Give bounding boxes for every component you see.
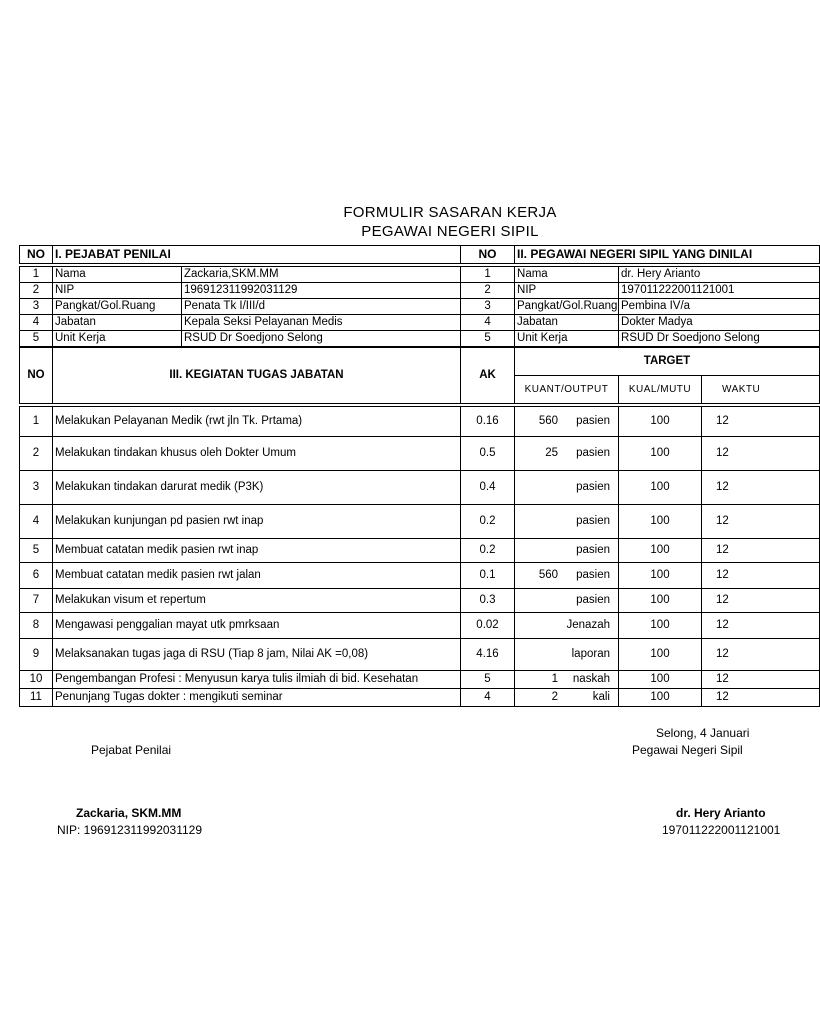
pns-no: 5 xyxy=(461,331,515,347)
penilai-label: Jabatan xyxy=(53,315,182,331)
penilai-value: Kepala Seksi Pelayanan Medis xyxy=(182,315,461,331)
header-pejabat-penilai: I. PEJABAT PENILAI xyxy=(53,246,461,264)
activity-kuant-cell xyxy=(515,689,619,707)
activity-unit: pasien xyxy=(576,415,610,427)
activity-kuant-cell xyxy=(515,539,619,563)
pns-label: Nama xyxy=(515,267,619,283)
activity-row xyxy=(20,613,820,639)
activity-row xyxy=(20,437,820,471)
activity-waktu: 12 xyxy=(702,589,820,613)
penilai-label: Unit Kerja xyxy=(53,331,182,347)
pns-no: 3 xyxy=(461,299,515,315)
activity-no: 5 xyxy=(20,539,53,563)
activity-header-kuant: KUANT/OUTPUT xyxy=(515,376,619,404)
activity-ak: 0.4 xyxy=(461,471,515,505)
info-row xyxy=(20,331,820,347)
pns-label: Pangkat/Gol.Ruang xyxy=(515,299,619,315)
activity-qty: 2 xyxy=(551,691,558,703)
right-signer-nip: 197011222001121001 xyxy=(662,823,781,837)
activity-no: 8 xyxy=(20,613,53,639)
activity-row xyxy=(20,689,820,707)
activity-waktu: 12 xyxy=(702,471,820,505)
activity-table xyxy=(19,347,820,707)
activity-header-kegiatan: III. KEGIATAN TUGAS JABATAN xyxy=(53,348,461,404)
penilai-no: 1 xyxy=(20,267,53,283)
activity-kual: 100 xyxy=(619,437,702,471)
activity-no: 4 xyxy=(20,505,53,539)
activity-row xyxy=(20,407,820,437)
activity-kual: 100 xyxy=(619,613,702,639)
activity-kuant-cell xyxy=(515,639,619,671)
activity-no: 9 xyxy=(20,639,53,671)
pns-value: 197011222001121001 xyxy=(619,283,820,299)
activity-ak: 0.5 xyxy=(461,437,515,471)
activity-waktu: 12 xyxy=(702,539,820,563)
activity-unit: pasien xyxy=(576,544,610,556)
activity-row xyxy=(20,639,820,671)
activity-body xyxy=(20,407,820,707)
right-signer-name: dr. Hery Arianto xyxy=(676,806,766,820)
activity-ak: 5 xyxy=(461,671,515,689)
activity-ak: 4 xyxy=(461,689,515,707)
activity-no: 1 xyxy=(20,407,53,437)
activity-kual: 100 xyxy=(619,689,702,707)
activity-qty: 1 xyxy=(551,673,558,685)
activity-unit: Jenazah xyxy=(566,619,610,631)
info-body xyxy=(20,267,820,350)
activity-kuant-cell xyxy=(515,671,619,689)
left-signer-role: Pejabat Penilai xyxy=(91,743,172,757)
pns-value: Dokter Madya xyxy=(619,315,820,331)
info-row xyxy=(20,315,820,331)
activity-no: 11 xyxy=(20,689,53,707)
penilai-label: Pangkat/Gol.Ruang xyxy=(53,299,182,315)
pns-value: Pembina IV/a xyxy=(619,299,820,315)
penilai-value: Penata Tk I/III/d xyxy=(182,299,461,315)
activity-header-no: NO xyxy=(20,348,53,404)
activity-unit: pasien xyxy=(576,594,610,606)
penilai-value: 196912311992031129 xyxy=(182,283,461,299)
form-subtitle: PEGAWAI NEGERI SIPIL xyxy=(361,223,539,240)
form-title: FORMULIR SASARAN KERJA xyxy=(343,204,557,221)
header-pns-dinilai: II. PEGAWAI NEGERI SIPIL YANG DINILAI xyxy=(515,246,820,264)
penilai-value: RSUD Dr Soedjono Selong xyxy=(182,331,461,347)
activity-no: 7 xyxy=(20,589,53,613)
activity-kuant-cell xyxy=(515,505,619,539)
activity-kual: 100 xyxy=(619,407,702,437)
activity-ak: 0.2 xyxy=(461,539,515,563)
activity-kual: 100 xyxy=(619,505,702,539)
activity-kegiatan: Membuat catatan medik pasien rwt inap xyxy=(53,539,461,563)
pns-label: NIP xyxy=(515,283,619,299)
activity-kegiatan: Melakukan visum et repertum xyxy=(53,589,461,613)
activity-kuant-cell xyxy=(515,471,619,505)
activity-row xyxy=(20,471,820,505)
activity-kegiatan: Melakukan tindakan khusus oleh Dokter Umum xyxy=(53,437,461,471)
activity-header-kual: KUAL/MUTU xyxy=(619,376,702,404)
activity-kual: 100 xyxy=(619,639,702,671)
left-signer-name: Zackaria, SKM.MM xyxy=(76,806,182,820)
activity-waktu: 12 xyxy=(702,505,820,539)
activity-qty: 25 xyxy=(545,447,558,459)
left-signer-nip: NIP: 196912311992031129 xyxy=(57,823,203,837)
penilai-no: 5 xyxy=(20,331,53,347)
pns-no: 2 xyxy=(461,283,515,299)
activity-kegiatan: Mengawasi penggalian mayat utk pmrksaan xyxy=(53,613,461,639)
activity-waktu: 12 xyxy=(702,671,820,689)
activity-ak: 0.16 xyxy=(461,407,515,437)
activity-unit: naskah xyxy=(572,673,610,685)
activity-ak: 4.16 xyxy=(461,639,515,671)
activity-unit: pasien xyxy=(576,515,610,527)
activity-ak: 0.3 xyxy=(461,589,515,613)
activity-row xyxy=(20,563,820,589)
penilai-value: Zackaria,SKM.MM xyxy=(182,267,461,283)
place-date: Selong, 4 Januari xyxy=(656,726,750,740)
activity-kegiatan: Melakukan tindakan darurat medik (P3K) xyxy=(53,471,461,505)
activity-unit: laporan xyxy=(571,648,610,660)
activity-waktu: 12 xyxy=(702,613,820,639)
activity-no: 3 xyxy=(20,471,53,505)
activity-waktu: 12 xyxy=(702,407,820,437)
activity-ak: 0.02 xyxy=(461,613,515,639)
penilai-no: 4 xyxy=(20,315,53,331)
activity-row xyxy=(20,589,820,613)
activity-no: 10 xyxy=(20,671,53,689)
activity-kual: 100 xyxy=(619,671,702,689)
activity-ak: 0.1 xyxy=(461,563,515,589)
info-row xyxy=(20,299,820,315)
activity-waktu: 12 xyxy=(702,639,820,671)
penilai-label: NIP xyxy=(53,283,182,299)
activity-qty: 560 xyxy=(538,415,558,427)
activity-row xyxy=(20,671,820,689)
activity-kegiatan: Membuat catatan medik pasien rwt jalan xyxy=(53,563,461,589)
activity-no: 2 xyxy=(20,437,53,471)
activity-kegiatan: Melaksanakan tugas jaga di RSU (Tiap 8 jam, Nilai AK =0,08) xyxy=(53,639,461,671)
penilai-no: 2 xyxy=(20,283,53,299)
activity-waktu: 12 xyxy=(702,563,820,589)
penilai-no: 3 xyxy=(20,299,53,315)
pns-no: 1 xyxy=(461,267,515,283)
pns-label: Unit Kerja xyxy=(515,331,619,347)
info-table xyxy=(19,245,820,349)
activity-kegiatan: Melakukan kunjungan pd pasien rwt inap xyxy=(53,505,461,539)
right-signer-role: Pegawai Negeri Sipil xyxy=(632,743,743,757)
activity-waktu: 12 xyxy=(702,689,820,707)
activity-kuant-cell xyxy=(515,407,619,437)
activity-row xyxy=(20,505,820,539)
activity-kual: 100 xyxy=(619,589,702,613)
pns-no: 4 xyxy=(461,315,515,331)
activity-unit: pasien xyxy=(576,447,610,459)
activity-kuant-cell xyxy=(515,437,619,471)
activity-kuant-cell xyxy=(515,589,619,613)
activity-kuant-cell xyxy=(515,613,619,639)
activity-kual: 100 xyxy=(619,563,702,589)
pns-value: dr. Hery Arianto xyxy=(619,267,820,283)
activity-kegiatan: Penunjang Tugas dokter : mengikuti seminar xyxy=(53,689,461,707)
activity-header-target: TARGET xyxy=(515,348,820,376)
activity-waktu: 12 xyxy=(702,437,820,471)
pns-value: RSUD Dr Soedjono Selong xyxy=(619,331,820,347)
activity-kegiatan: Melakukan Pelayanan Medik (rwt jln Tk. Prtama) xyxy=(53,407,461,437)
pns-label: Jabatan xyxy=(515,315,619,331)
activity-header-waktu: WAKTU xyxy=(702,376,820,404)
activity-row xyxy=(20,539,820,563)
activity-unit: pasien xyxy=(576,569,610,581)
activity-no: 6 xyxy=(20,563,53,589)
info-row xyxy=(20,283,820,299)
activity-kual: 100 xyxy=(619,539,702,563)
activity-ak: 0.2 xyxy=(461,505,515,539)
activity-unit: pasien xyxy=(576,481,610,493)
header-no: NO xyxy=(20,246,53,264)
activity-qty: 560 xyxy=(538,569,558,581)
header-no-2: NO xyxy=(461,246,515,264)
activity-unit: kali xyxy=(592,691,610,703)
activity-kual: 100 xyxy=(619,471,702,505)
penilai-label: Nama xyxy=(53,267,182,283)
activity-kuant-cell xyxy=(515,563,619,589)
info-row xyxy=(20,267,820,283)
activity-header-ak: AK xyxy=(461,348,515,404)
activity-kegiatan: Pengembangan Profesi : Menyusun karya tulis ilmiah di bid. Kesehatan xyxy=(53,671,461,689)
